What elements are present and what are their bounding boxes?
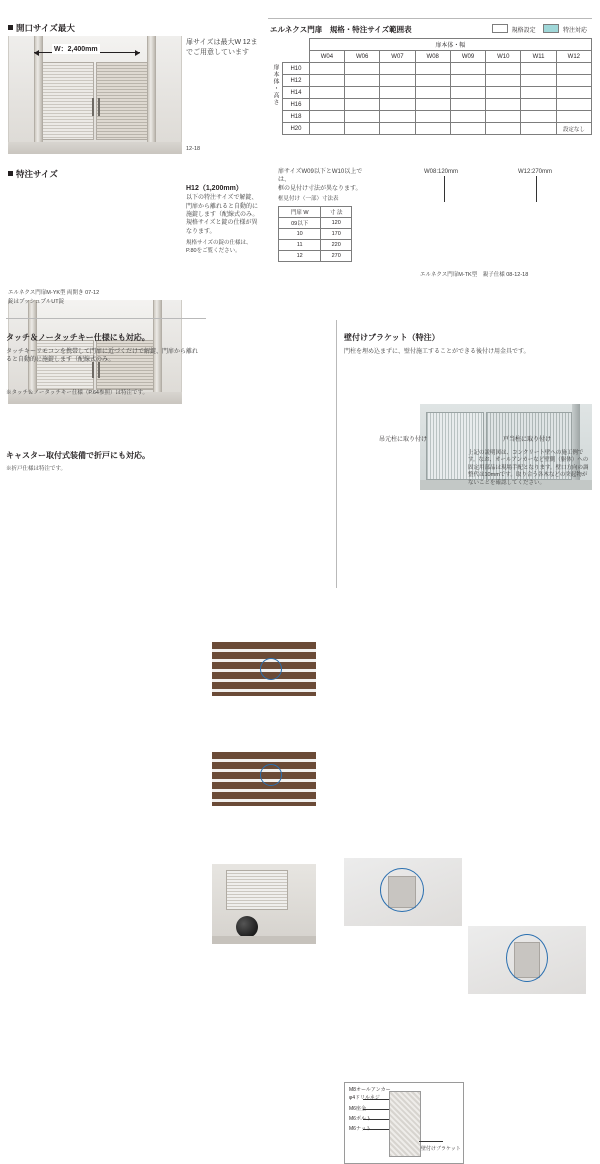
anchor-label-0: M8オールアンカー: [349, 1087, 391, 1093]
spec-cell: [380, 75, 415, 87]
spec-cell: [521, 111, 556, 123]
louver-photo-top: [212, 642, 316, 696]
dimension-label-max-opening: W：2,400mm: [54, 46, 98, 53]
spec-cell: [415, 75, 450, 87]
frame-table-cell: 09以下: [279, 218, 321, 229]
spec-row-label-H14: H14: [283, 87, 310, 99]
bracket-divider-vertical: [336, 320, 337, 588]
anchor-label-1: φ4ドリルネジ: [349, 1095, 380, 1101]
custom-size-body: 以下の特注サイズで解錠、門扉から離れると自動的に施錠します（配線式のみ。規格サイズと錠の仕様が異なります。: [186, 195, 259, 235]
detail-label-right: W12:270mm: [518, 169, 553, 175]
spec-col-W08: W08: [415, 51, 450, 63]
spec-cell: [450, 123, 485, 135]
spec-cell: [309, 123, 344, 135]
spec-row-group-label: 扉本体・高さ: [272, 64, 278, 106]
spec-col-W07: W07: [380, 51, 415, 63]
frame-table-cell: 270: [321, 251, 352, 262]
highlight-circle: [260, 764, 282, 786]
caster-wheel: [236, 916, 258, 938]
spec-cell: [380, 123, 415, 135]
section-title-max-opening: 開口サイズ最大: [8, 22, 75, 34]
spec-cell: [345, 99, 380, 111]
spec-cell: [345, 111, 380, 123]
spec-col-W11: W11: [521, 51, 556, 63]
spec-cell: [345, 75, 380, 87]
footer-bar: [0, 590, 600, 600]
frame-table-header-1: 寸 法: [321, 207, 352, 218]
table-row: [270, 111, 592, 123]
frame-table-cell: 11: [279, 240, 321, 251]
highlight-circle: [380, 868, 424, 912]
spec-cell: [345, 123, 380, 135]
frame-table-header-0: 門扉 W: [279, 207, 321, 218]
spec-legend: [492, 24, 587, 34]
table-row: [270, 87, 592, 99]
spec-table-group-header: 扉本体・幅: [309, 39, 591, 51]
table-row: [270, 123, 592, 135]
frame-table-cell: 220: [321, 240, 352, 251]
spec-cell: [415, 87, 450, 99]
table-row: [270, 63, 592, 75]
touchkey-divider: [6, 318, 206, 319]
legend-swatch-custom: [543, 24, 559, 33]
spec-cell: [450, 63, 485, 75]
spec-cell: [345, 63, 380, 75]
custom-size-body2: 規格サイズの錠の仕様は、P.80をご覧ください。: [186, 240, 252, 254]
spec-cell: [556, 63, 591, 75]
spec-cell: [415, 99, 450, 111]
callout-line-right: [536, 176, 537, 202]
spec-row-label-H12: H12: [283, 75, 310, 87]
frame-table-title: 框見付け（一部）寸法表: [278, 196, 339, 202]
max-opening-note: [186, 38, 258, 58]
spec-col-W12: W12: [556, 51, 591, 63]
spec-row-label-H20: H20: [283, 123, 310, 135]
spec-cell: [380, 111, 415, 123]
spec-cell: [556, 75, 591, 87]
frame-table-cell: 170: [321, 229, 352, 240]
highlight-circle: [506, 934, 548, 982]
spec-divider: [268, 18, 592, 19]
anchor-label-2: M6座金: [349, 1106, 366, 1112]
custom-size-heading: H12（1,200mm）: [186, 185, 243, 192]
spec-col-W09: W09: [450, 51, 485, 63]
spec-col-W06: W06: [345, 51, 380, 63]
spec-cell: [309, 111, 344, 123]
bracket-photo-left: [344, 858, 462, 926]
louver-photo-bottom: [212, 752, 316, 806]
spec-cell: [309, 99, 344, 111]
spec-cell: [450, 111, 485, 123]
anchor-note: 上記の説明図は、コンクリート壁への施工例です。なお、オールアンカーなど壁側（躯体）への固定用部品は現場手配となります。壁口方向の調整代は10mmです。取り合う各木などの突起物がないことを確認してください。: [468, 450, 589, 486]
spec-cell: [415, 123, 450, 135]
spec-cell: [380, 63, 415, 75]
spec-row-label-H18: H18: [283, 111, 310, 123]
legend-swatch-standard: [492, 24, 508, 33]
max-opening-note-body: 12までご用意しています: [186, 39, 258, 56]
detail-photo-caption: エルネクス門扉M-TK型 親子仕様 08-12-18: [420, 272, 529, 278]
max-opening-note-title: 扉サイズは最大W: [186, 39, 242, 46]
custom-size-text-block: [186, 184, 260, 255]
legend-label-standard: 規格設定: [511, 28, 536, 34]
spec-cell: [380, 99, 415, 111]
section-title-custom-size: 特注サイズ: [8, 168, 58, 180]
spec-cell: [486, 63, 521, 75]
spec-col-W10: W10: [486, 51, 521, 63]
spec-cell: [556, 111, 591, 123]
table-row: [270, 99, 592, 111]
touchkey-note: ※タッチ＆ノータッチキー仕様（P.64参照）は特注です。: [6, 390, 149, 396]
spec-cell: [309, 63, 344, 75]
anchor-label-4: M6ナット: [349, 1126, 371, 1132]
custom-size-caption-2: 錠はプッシュプルUT錠: [8, 299, 65, 305]
spec-cell: [521, 123, 556, 135]
table-row: [279, 251, 352, 262]
spec-cell: [556, 99, 591, 111]
spec-cell: [486, 75, 521, 87]
table-row: [279, 218, 352, 229]
bracket-body: 門柱を埋め込まずに、壁付施工することができる後付け用金具です。: [344, 349, 530, 355]
legend-label-custom: 特注対応: [563, 28, 588, 34]
bracket-caption-right: 戸当柱に取り付け: [502, 437, 551, 443]
frame-table-cell: 12: [279, 251, 321, 262]
callout-line-left: [444, 176, 445, 202]
spec-cell: [521, 99, 556, 111]
spec-cell: [450, 87, 485, 99]
spec-range-table: [270, 38, 592, 135]
max-opening-photo-caption: 12-18: [186, 146, 201, 152]
frame-table-cell: 10: [279, 229, 321, 240]
spec-row-label-H16: H16: [283, 99, 310, 111]
touchkey-body: タッチキーリモコンを携帯して門扉に近づくだけで解錠、門扉から離れると自動的に施錠します（配線式のみ。: [6, 349, 199, 364]
spec-cell: [415, 63, 450, 75]
bracket-photo-right: [468, 926, 586, 994]
bracket-caption-left: 吊元柱に取り付け: [378, 437, 427, 443]
frame-note: [278, 168, 368, 193]
spec-cell: [486, 99, 521, 111]
spec-table-title: エルネクス門扉 規格・特注サイズ範囲表: [270, 25, 412, 34]
anchor-diagram: [344, 1082, 464, 1164]
spec-cell: [486, 123, 521, 135]
table-row: [270, 75, 592, 87]
anchor-label-3: M6ボルト: [349, 1116, 371, 1122]
caster-photo: [212, 864, 316, 944]
table-row: [279, 229, 352, 240]
table-row: [279, 240, 352, 251]
highlight-circle: [260, 658, 282, 680]
spec-cell: [309, 75, 344, 87]
spec-cell: [415, 111, 450, 123]
frame-table-cell: 120: [321, 218, 352, 229]
bracket-title: 壁付けブラケット（特注）: [344, 333, 440, 342]
anchor-label-5: 壁付けブラケット: [421, 1146, 461, 1152]
spec-table-group-header-row: [270, 39, 592, 51]
spec-cell: [380, 87, 415, 99]
spec-table-header-row: [270, 51, 592, 63]
caster-note: ※折戸仕様は特注です。: [6, 466, 67, 472]
spec-cell: [521, 63, 556, 75]
spec-row-label-H10: H10: [283, 63, 310, 75]
spec-cell: [309, 87, 344, 99]
spec-cell: [521, 75, 556, 87]
spec-cell-no-setting: 設定なし: [556, 123, 591, 135]
frame-note-line2: 框の見付け寸法が異なります。: [278, 185, 362, 192]
spec-cell: [486, 111, 521, 123]
spec-cell: [486, 87, 521, 99]
touchkey-title: タッチ＆ノータッチキー仕様にも対応。: [6, 333, 150, 342]
spec-cell: [450, 99, 485, 111]
detail-label-left: W08:120mm: [424, 169, 459, 175]
spec-cell: [521, 87, 556, 99]
caster-title: キャスター取付式装備で折戸にも対応。: [6, 451, 150, 460]
frame-note-line1: 扉サイズW09以下とW10以上では、: [278, 169, 363, 184]
frame-table-header-row: [279, 207, 352, 218]
spec-cell: [345, 87, 380, 99]
spec-cell: [556, 87, 591, 99]
frame-size-table: [278, 206, 352, 262]
spec-cell: [450, 75, 485, 87]
custom-size-caption-1: エルネクス門扉M-YK型 両開き 07-12: [8, 290, 100, 296]
spec-col-W04: W04: [309, 51, 344, 63]
